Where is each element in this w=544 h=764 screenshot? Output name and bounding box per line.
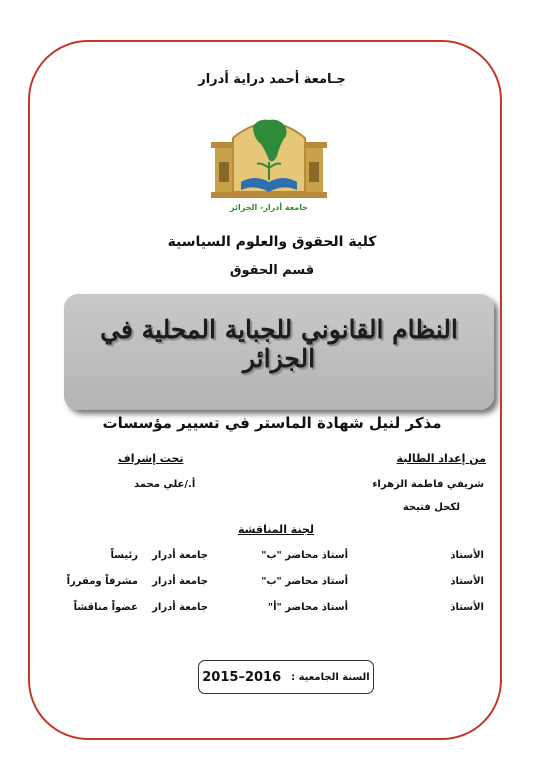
student-name-2: لكحل فتيحة xyxy=(402,502,460,513)
faculty-name: كلية الحقوق والعلوم السياسية xyxy=(167,234,377,250)
academic-year-label: السنة الجامعية : xyxy=(291,671,370,683)
supervisor-label: تحت إشراف xyxy=(118,452,184,465)
logo-caption: جامعة أدرار- الجزائر xyxy=(230,203,308,212)
supervisor-name: أ./علي محمد xyxy=(134,479,196,490)
university-name: جـامعة أحمد دراية أدرار xyxy=(198,72,346,87)
thesis-subtitle: مذكر لنيل شهادة الماستر في تسيير مؤسسات xyxy=(102,414,442,432)
student-name-1: شريفي فاطمة الزهراء xyxy=(372,479,484,490)
academic-year-value: 2015–2016 xyxy=(202,669,282,685)
academic-year-box xyxy=(198,660,374,694)
university-logo xyxy=(207,98,331,216)
committee-title: لجنة المناقشة xyxy=(238,523,315,536)
department-name: قسم الحقوق xyxy=(229,263,315,278)
students-label: من إعداد الطالبة xyxy=(396,452,486,465)
thesis-title: النظام القانوني للجباية المحلية في الجزائر xyxy=(100,315,458,373)
